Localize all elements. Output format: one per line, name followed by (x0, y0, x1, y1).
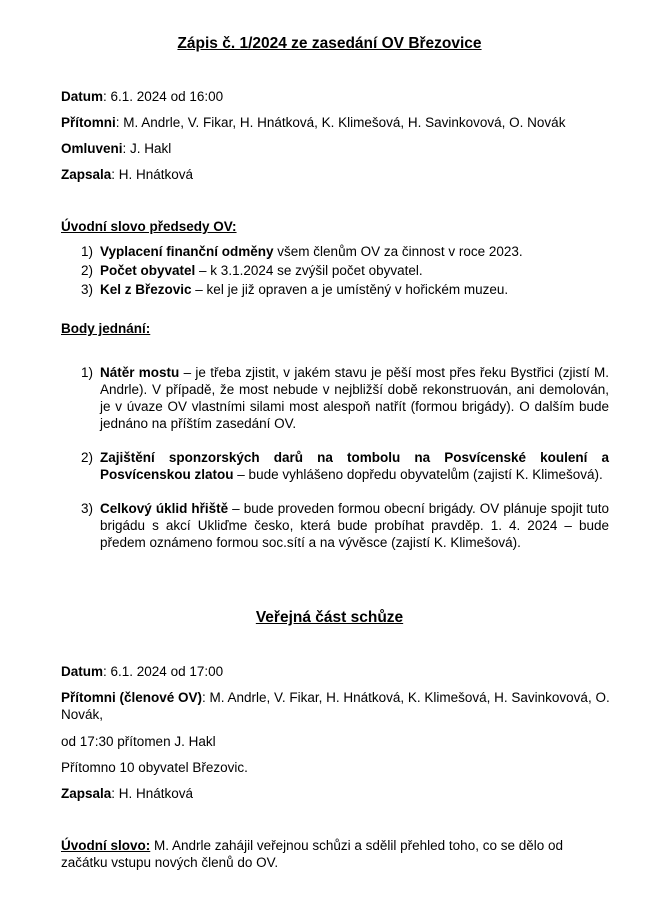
item-title: Kel z Březovic (100, 282, 192, 297)
item-text: – bude vyhlášeno dopředu obyvatelům (zajistí K. Klimešová). (233, 467, 603, 482)
item-number: 2) (81, 263, 94, 278)
agenda-heading: Body jednání: (61, 321, 151, 336)
item-number: 3) (81, 501, 94, 516)
item-title: Celkový úklid hřiště (100, 501, 229, 516)
item-text: – bude proveden formou obecní brigády. OV plánuje spojit tuto brigádu s akcí Ukliďme česko, která bude probíhat pravděp. 1. 4. 2024 – bude předem oznámeno formou soc.sítí a na vývěsce (zajistí K. Klimešová). (100, 501, 609, 550)
recorder-label: Zapsala (61, 167, 112, 182)
agenda-list (81, 364, 609, 551)
list-item (81, 244, 609, 263)
item-title: Vyplacení finanční odměny (100, 244, 274, 259)
item-text: všem členům OV za činnost v roce 2023. (273, 244, 523, 259)
hakl-note: od 17:30 přítomen J. Hakl (61, 734, 216, 749)
date-value: : 6.1. 2024 od 16:00 (103, 89, 224, 104)
item-text: – kel je již opraven a je umístěný v hořickém muzeu. (191, 282, 509, 297)
attendees-label: Přítomni (61, 115, 116, 130)
residents-note: Přítomno 10 obyvatel Březovic. (61, 760, 248, 775)
intro-list (81, 244, 609, 301)
attendees-value: : M. Andrle, V. Fikar, H. Hnátková, K. Klimešová, H. Savinkovová, O. Novák (115, 115, 566, 130)
meeting-recorder (61, 167, 193, 182)
recorder-value: : H. Hnátková (111, 167, 194, 182)
meeting-excused (61, 141, 171, 156)
public-attendees (61, 689, 611, 723)
item-title: Zajištění sponzorských darů na tombolu na Posvícenské koulení a Posvícenskou zlatou (100, 450, 609, 482)
intro-text: M. Andrle zahájil veřejnou schůzi a sdělil přehled toho, co se dělo od začátku vstupu nových členů do OV. (61, 838, 564, 870)
list-item (81, 282, 609, 301)
meeting-date (61, 89, 223, 104)
date-label: Datum (61, 89, 104, 104)
item-title: Nátěr mostu (100, 365, 180, 380)
item-title: Počet obyvatel (100, 263, 196, 278)
item-number: 1) (81, 365, 94, 380)
public-section-title: Veřejná část schůze (255, 609, 404, 626)
attendees-value: : M. Andrle, V. Fikar, H. Hnátková, K. Klimešová, H. Savinkovová, O. Novák, (61, 690, 610, 722)
item-number: 2) (81, 450, 94, 465)
date-label: Datum (61, 664, 104, 679)
document-title: Zápis č. 1/2024 ze zasedání OV Březovice (177, 35, 482, 52)
intro-heading: Úvodní slovo předsedy OV: (61, 219, 237, 234)
excused-label: Omluveni (61, 141, 123, 156)
attendees-label: Přítomni (členové OV) (61, 690, 203, 705)
recorder-value: : H. Hnátková (111, 786, 194, 801)
item-number: 1) (81, 244, 94, 259)
item-text: – k 3.1.2024 se zvýšil počet obyvatel. (195, 263, 423, 278)
public-date (61, 664, 223, 679)
meeting-attendees (61, 115, 565, 130)
public-intro (61, 837, 611, 871)
list-item (81, 449, 609, 483)
list-item (81, 364, 609, 432)
recorder-label: Zapsala (61, 786, 112, 801)
list-item (81, 500, 609, 551)
item-text: – je třeba zjistit, v jakém stavu je pěší most přes řeku Bystřici (zjistí M. Andrle). V případě, že most nebude v nejbližší době rekonstruován, ani demolován, je v úvaze OV vlastními silami most alespoň natřít (formou brigády). O dalším bude jednáno na příštím zasedání OV. (100, 365, 610, 431)
date-value: : 6.1. 2024 od 17:00 (103, 664, 224, 679)
list-item (81, 263, 609, 282)
intro-label: Úvodní slovo: (61, 838, 151, 853)
public-recorder (61, 786, 193, 801)
item-number: 3) (81, 282, 94, 297)
excused-value: : J. Hakl (122, 141, 172, 156)
